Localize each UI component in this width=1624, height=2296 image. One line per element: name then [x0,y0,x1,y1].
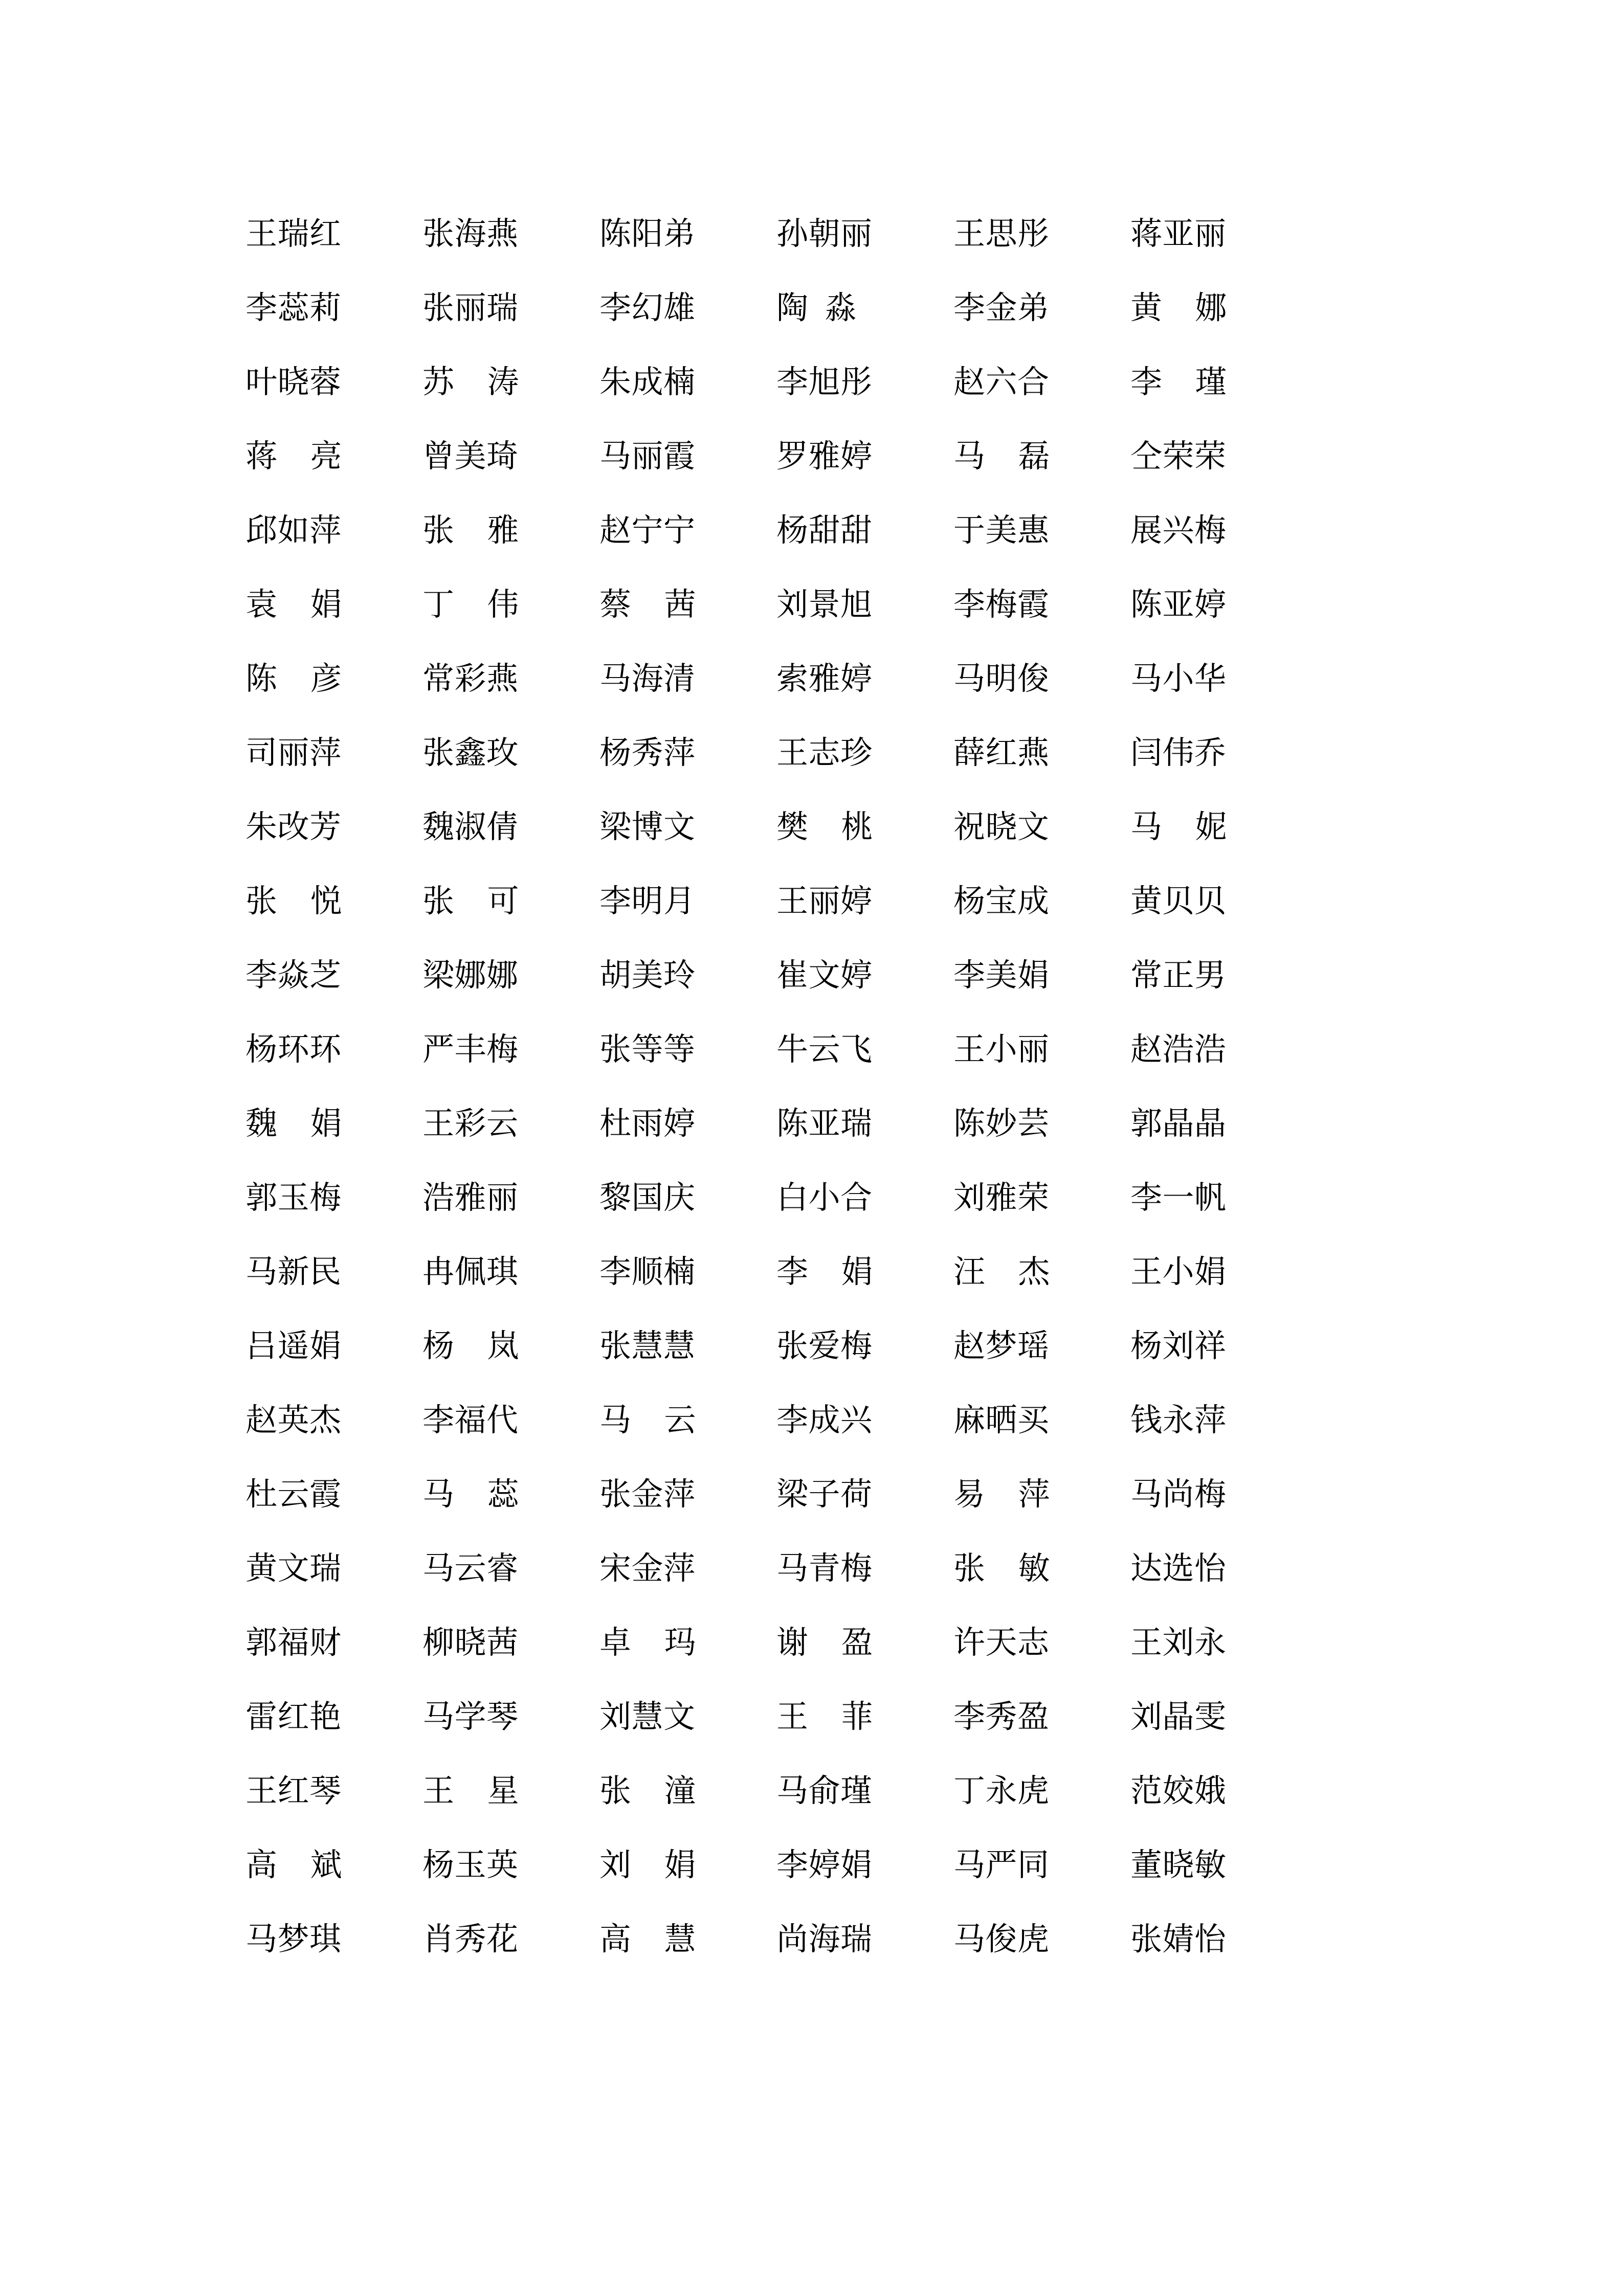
name-entry: 张 可 [422,884,520,919]
name-entry: 宋金萍 [599,1551,696,1586]
name-entry: 卓 玛 [599,1625,697,1660]
name-entry: 赵浩浩 [1130,1032,1227,1067]
name-entry: 常彩燕 [422,661,519,696]
name-entry: 马 蕊 [422,1477,520,1512]
name-entry: 谢 盈 [776,1625,874,1660]
name-entry: 马明俊 [953,661,1050,696]
name-entry: 李蕊莉 [246,290,342,326]
name-entry: 苏 涛 [422,365,520,400]
name-entry: 李婷娟 [776,1848,873,1883]
name-entry: 李 娟 [776,1254,874,1290]
name-entry: 王红琴 [246,1773,342,1809]
name-entry: 杨玉英 [422,1848,519,1883]
name-entry: 马俞瑾 [776,1773,873,1809]
name-entry: 魏淑倩 [422,809,519,845]
name-entry: 马小华 [1130,661,1227,696]
name-entry: 陈阳弟 [599,216,696,252]
name-entry: 黎国庆 [599,1180,696,1215]
name-entry: 李 瑾 [1130,365,1228,400]
name-entry: 刘 娟 [599,1848,697,1883]
name-entry: 蔡 茜 [599,587,697,622]
name-entry: 杨刘祥 [1130,1329,1227,1364]
name-entry: 张 悦 [246,884,343,919]
name-entry: 王志珍 [776,735,873,771]
name-entry: 李焱芝 [246,958,342,993]
name-entry: 汪 杰 [953,1254,1051,1290]
name-entry: 李幻雄 [599,290,696,326]
name-entry: 李秀盈 [953,1699,1050,1735]
name-entry: 李一帆 [1130,1180,1227,1215]
name-entry: 范姣娥 [1130,1773,1227,1809]
name-entry: 白小合 [776,1180,873,1215]
name-entry: 梁子荷 [776,1477,873,1512]
name-entry: 赵英杰 [246,1403,342,1438]
name-entry: 张金萍 [599,1477,696,1512]
name-entry: 杜雨婷 [599,1106,696,1141]
name-entry: 李成兴 [776,1403,873,1438]
name-entry: 麻晒买 [953,1403,1050,1438]
name-entry: 杨 岚 [422,1329,520,1364]
name-entry: 王瑞红 [246,216,342,252]
name-entry: 马丽霞 [599,439,696,474]
name-entry: 刘景旭 [776,587,873,622]
name-entry: 张等等 [599,1032,696,1067]
name-entry: 黄贝贝 [1130,884,1227,919]
name-entry: 李福代 [422,1403,519,1438]
name-entry: 丁 伟 [422,587,520,622]
name-entry: 蒋 亮 [246,439,343,474]
name-entry: 胡美玲 [599,958,696,993]
name-entry: 曾美琦 [422,439,519,474]
name-entry: 浩雅丽 [422,1180,519,1215]
name-entry: 蒋亚丽 [1130,216,1227,252]
name-entry: 李金弟 [953,290,1050,326]
name-entry: 钱永萍 [1130,1403,1227,1438]
name-entry: 马 妮 [1130,809,1228,845]
name-entry: 陈 彦 [246,661,343,696]
name-entry: 严丰梅 [422,1032,519,1067]
name-entry: 祝晓文 [953,809,1050,845]
name-list-grid [246,197,1248,1976]
name-entry: 马青梅 [776,1551,873,1586]
name-entry: 索雅婷 [776,661,873,696]
name-entry: 马 磊 [953,439,1051,474]
name-entry: 马梦琪 [246,1922,342,1957]
name-entry: 张婧怡 [1130,1922,1227,1957]
name-entry: 陶 淼 [776,290,857,326]
name-entry: 马俊虎 [953,1922,1050,1957]
name-entry: 张 潼 [599,1773,697,1809]
name-entry: 马学琴 [422,1699,519,1735]
name-entry: 魏 娟 [246,1106,343,1141]
name-entry: 尚海瑞 [776,1922,873,1957]
name-entry: 赵宁宁 [599,513,696,548]
name-entry: 袁 娟 [246,587,343,622]
name-entry: 叶晓蓉 [246,365,342,400]
name-entry: 杜云霞 [246,1477,342,1512]
name-entry: 崔文婷 [776,958,873,993]
name-entry: 许天志 [953,1625,1050,1660]
name-entry: 郭晶晶 [1130,1106,1227,1141]
name-entry: 常正男 [1130,958,1227,993]
name-entry: 张爱梅 [776,1329,873,1364]
name-entry: 达选怡 [1130,1551,1227,1586]
name-entry: 吕遥娟 [246,1329,342,1364]
name-entry: 丁永虎 [953,1773,1050,1809]
name-entry: 马尚梅 [1130,1477,1227,1512]
name-entry: 张海燕 [422,216,519,252]
name-entry: 马海清 [599,661,696,696]
name-entry: 张 雅 [422,513,520,548]
name-entry: 朱改芳 [246,809,342,845]
name-entry: 马新民 [246,1254,342,1290]
name-entry: 张慧慧 [599,1329,696,1364]
name-entry: 张丽瑞 [422,290,519,326]
name-entry: 杨甜甜 [776,513,873,548]
name-entry: 王刘永 [1130,1625,1227,1660]
name-entry: 杨宝成 [953,884,1050,919]
name-entry: 牛云飞 [776,1032,873,1067]
name-entry: 朱成楠 [599,365,696,400]
name-entry: 王思彤 [953,216,1050,252]
name-entry: 李旭彤 [776,365,873,400]
name-entry: 于美惠 [953,513,1050,548]
name-entry: 李梅霞 [953,587,1050,622]
name-entry: 陈亚瑞 [776,1106,873,1141]
name-entry: 郭福财 [246,1625,342,1660]
name-entry: 李顺楠 [599,1254,696,1290]
name-entry: 郭玉梅 [246,1180,342,1215]
name-entry: 罗雅婷 [776,439,873,474]
name-entry: 高 慧 [599,1922,697,1957]
name-entry: 李明月 [599,884,696,919]
name-entry: 李美娟 [953,958,1050,993]
name-entry: 樊 桃 [776,809,874,845]
name-entry: 冉佩琪 [422,1254,519,1290]
name-entry: 王彩云 [422,1106,519,1141]
name-entry: 司丽萍 [246,735,342,771]
name-entry: 王 菲 [776,1699,874,1735]
name-entry: 易 萍 [953,1477,1051,1512]
name-entry: 马严同 [953,1848,1050,1883]
name-entry: 马云睿 [422,1551,519,1586]
name-entry: 闫伟乔 [1130,735,1227,771]
name-entry: 雷红艳 [246,1699,342,1735]
name-entry: 董晓敏 [1130,1848,1227,1883]
name-entry: 高 斌 [246,1848,343,1883]
name-entry: 仝荣荣 [1130,439,1227,474]
name-entry: 杨环环 [246,1032,342,1067]
name-entry: 王 星 [422,1773,520,1809]
name-entry: 刘晶雯 [1130,1699,1227,1735]
name-entry: 梁博文 [599,809,696,845]
name-entry: 陈亚婷 [1130,587,1227,622]
name-entry: 张 敏 [953,1551,1051,1586]
name-entry: 陈妙芸 [953,1106,1050,1141]
name-entry: 肖秀花 [422,1922,519,1957]
name-entry: 邱如萍 [246,513,342,548]
name-entry: 张鑫玫 [422,735,519,771]
name-entry: 刘雅荣 [953,1180,1050,1215]
name-entry: 梁娜娜 [422,958,519,993]
name-entry: 孙朝丽 [776,216,873,252]
name-entry: 王小娟 [1130,1254,1227,1290]
name-entry: 黄文瑞 [246,1551,342,1586]
name-entry: 赵梦瑶 [953,1329,1050,1364]
name-entry: 柳晓茜 [422,1625,519,1660]
name-entry: 王小丽 [953,1032,1050,1067]
name-entry: 刘慧文 [599,1699,696,1735]
name-entry: 杨秀萍 [599,735,696,771]
name-entry: 赵六合 [953,365,1050,400]
name-entry: 王丽婷 [776,884,873,919]
name-entry: 黄 娜 [1130,290,1228,326]
name-entry: 展兴梅 [1130,513,1227,548]
name-entry: 薛红燕 [953,735,1050,771]
name-entry: 马 云 [599,1403,697,1438]
